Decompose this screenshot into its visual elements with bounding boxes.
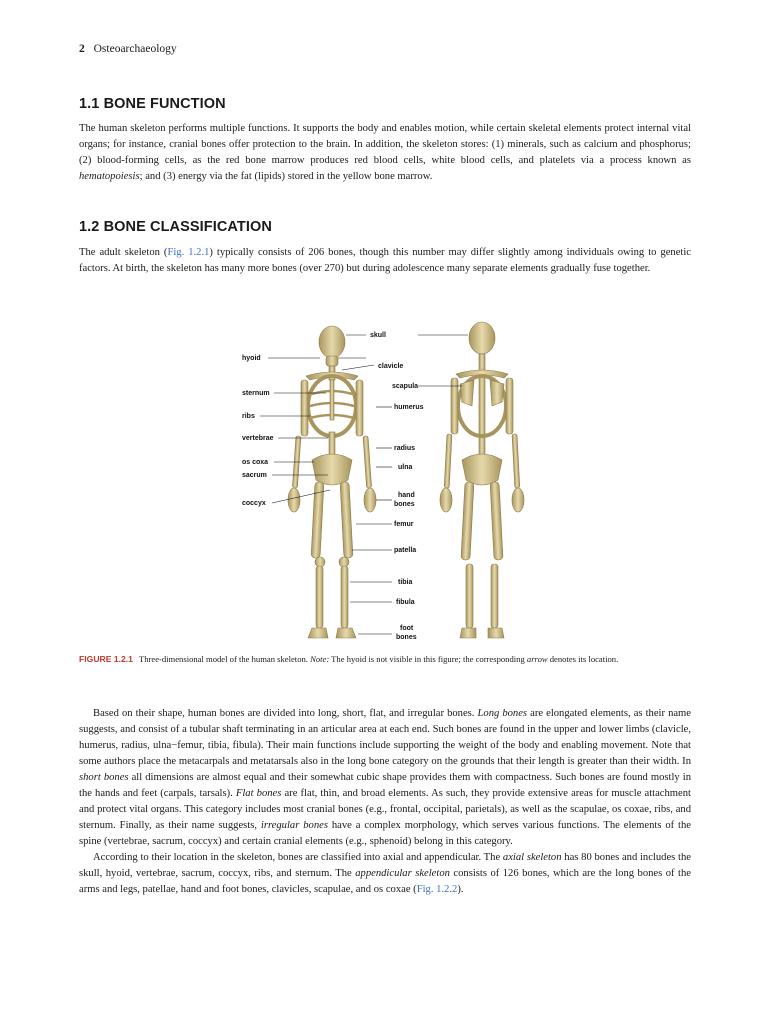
text-run: The adult skeleton (	[79, 247, 168, 258]
figure-label: tibia	[398, 579, 413, 586]
figure-label: hyoid	[242, 355, 261, 362]
emphasis: hematopoiesis	[79, 171, 140, 182]
text-run: have a complex morphology, which serves various functions. The elements of the spine (vertebrae, sacrum, coccyx) and certain cranial elements (e.g., sphenoid) belong in this category.	[79, 820, 691, 847]
figure-label: sacrum	[242, 472, 267, 479]
figure-label: bones	[396, 634, 417, 641]
figure-label: humerus	[394, 404, 424, 411]
text-run: consists of 126 bones, which are the long bones of the arms and legs, patellae, hand and foot bones, clavicles, scapulae, and os coxae (	[79, 868, 691, 895]
text-run: ).	[457, 884, 464, 895]
body-text	[79, 706, 691, 898]
running-header	[79, 43, 177, 55]
figure-label: radius	[394, 445, 416, 452]
skeleton-figure	[230, 314, 530, 644]
text-run: Based on their shape, human bones are divided into long, short, flat, and irregular bones.	[93, 708, 478, 719]
back-skeleton	[440, 322, 524, 638]
text-run: The hyoid is not visible in this figure; the corresponding	[329, 654, 527, 664]
emphasis: Long bones	[477, 708, 528, 719]
text-run: are elongated elements, as their name suggests, and consist of a tubular shaft terminating in an articular area at each end. Such bones are found in the upper and lower limbs (clavicle, humerus, radius, ulna−femur, tibia, fibula). Their main functions include supporting the weight of the body and enabling movement. Note that some authors place the metacarpals and metatarsals also in the long bone category on the grounds that their length is greater than their width. In	[79, 708, 692, 767]
figure-label: foot	[400, 625, 414, 632]
figure-link[interactable]: Fig. 1.2.2	[416, 884, 458, 895]
emphasis: short bones	[79, 772, 129, 783]
emphasis: arrow	[526, 654, 548, 664]
figure-caption	[79, 652, 691, 667]
figure-label: patella	[394, 547, 417, 554]
figure-label: clavicle	[378, 363, 404, 370]
paragraph-bone-classification	[79, 245, 691, 277]
paragraph-bone-function	[79, 121, 691, 185]
skeleton-illustration	[230, 314, 530, 644]
section-heading-bone-classification: 1.2 BONE CLASSIFICATION	[79, 219, 272, 235]
paragraph-axial-appendicular	[79, 850, 691, 898]
figure-label: vertebrae	[242, 435, 274, 442]
front-skeleton	[288, 326, 376, 638]
paragraph-bone-shapes	[79, 706, 691, 850]
emphasis: Flat bones	[235, 788, 282, 799]
text-run: The human skeleton performs multiple functions. It supports the body and enables motion, while certain skeletal elements protect internal vital organs; for instance, cranial bones offer protection to the brain. In addition, the skeleton stores: (1) minerals, such as calcium and phosphorus; (2) blood-forming cells, as the red bone marrow produces red blood cells, white blood cells, and platelets via a process known as	[79, 123, 691, 166]
figure-label: os coxa	[242, 459, 269, 466]
figure-label: sternum	[242, 390, 270, 397]
text-run: are flat, thin, and broad elements. As such, they provide extensive areas for muscle attachment and protect vital organs. This category includes most cranial bones (e.g., frontal, occipital, parietals), as well as the scapulae, os coxae, ribs, and sternum. Finally, as their name suggests,	[79, 788, 691, 831]
figure-label: fibula	[396, 599, 415, 606]
figure-label: bones	[394, 501, 415, 508]
figure-label: ribs	[242, 413, 255, 420]
figure-label: scapula	[392, 383, 419, 390]
text-run: ) typically consists of 206 bones, though this number may differ slightly among individuals owing to genetic factors. At birth, the skeleton has many more bones (over 270) but during adolescence many separate elements gradually fuse together.	[79, 247, 691, 274]
caption-label: FIGURE 1.2.1	[79, 654, 133, 664]
figure-label: femur	[394, 521, 414, 528]
text-run: denotes its location.	[547, 654, 619, 664]
figure-label: hand	[398, 492, 415, 499]
text-run: all dimensions are almost equal and their somewhat cubic shape provides them with compactness. Such bones are found mostly in the hands and feet (carpals, tarsals).	[79, 772, 691, 799]
running-title: Osteoarchaeology	[93, 43, 177, 55]
emphasis: irregular bones	[260, 820, 328, 831]
page-number: 2	[79, 43, 85, 55]
text-run: According to their location in the skeleton, bones are classified into axial and appendicular. The	[93, 852, 503, 863]
text-run: has 80 bones and includes the skull, hyoid, vertebrae, sacrum, coccyx, ribs, and sternum. The	[79, 852, 691, 879]
emphasis: appendicular skeleton	[355, 868, 450, 879]
emphasis: Note:	[310, 654, 330, 664]
emphasis: axial skeleton	[502, 852, 562, 863]
figure-label: skull	[370, 332, 386, 339]
text-run: ; and (3) energy via the fat (lipids) stored in the yellow bone marrow.	[139, 171, 433, 182]
figure-label: coccyx	[242, 500, 266, 507]
section-heading-bone-function: 1.1 BONE FUNCTION	[79, 96, 226, 112]
figure-label: ulna	[398, 464, 413, 471]
text-run: Three-dimensional model of the human skeleton.	[138, 654, 311, 664]
figure-link[interactable]: Fig. 1.2.1	[167, 247, 210, 258]
